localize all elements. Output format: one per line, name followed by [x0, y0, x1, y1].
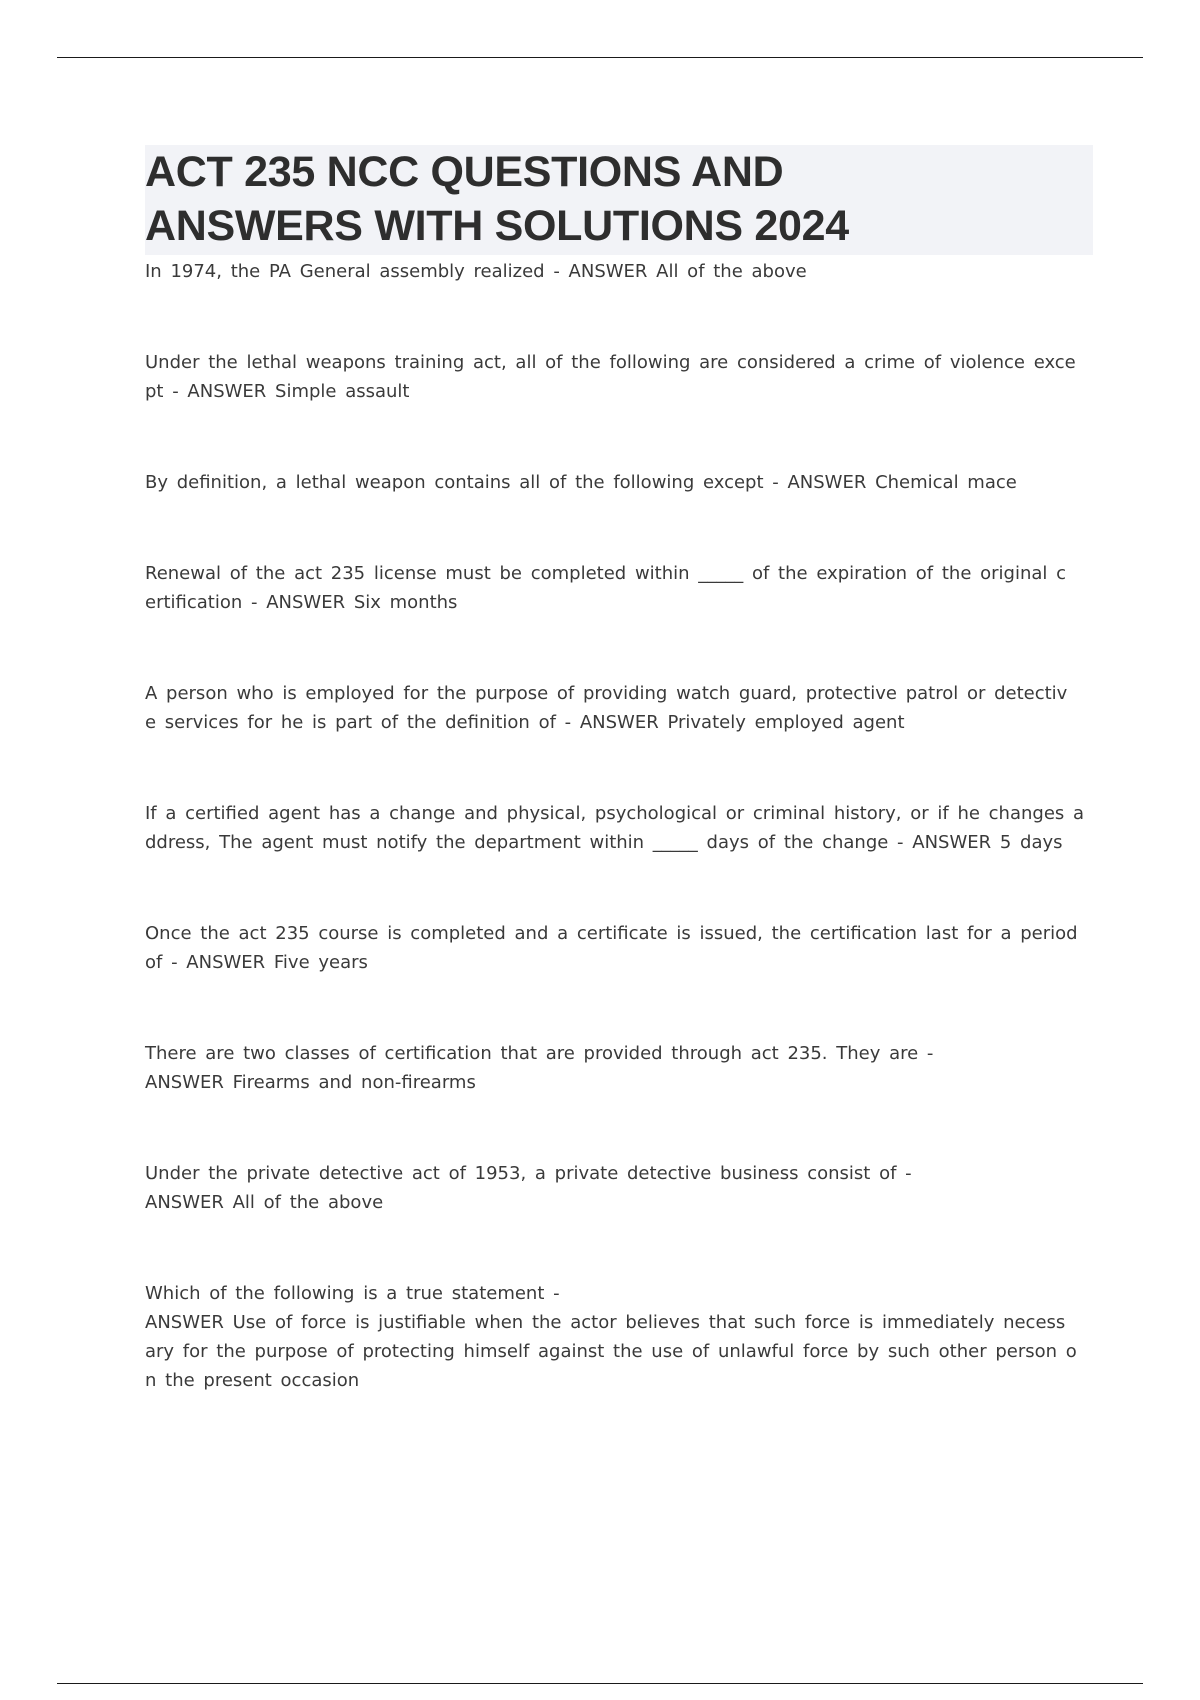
qa-item: If a certified agent has a change and physical, psychological or criminal history, or if he changes a ddress, The agent must notify the department within _____ days of the change - ANSWER 5 days [145, 803, 1085, 853]
qa-item: Under the private detective act of 1953, a private detective business consist of - ANSWER All of the above [145, 1163, 912, 1213]
page-title [145, 145, 1089, 253]
qa-item: In 1974, the PA General assembly realized - ANSWER All of the above [145, 261, 807, 282]
qa-item: Under the lethal weapons training act, all of the following are considered a crime of violence exce pt - ANSWER Simple assault [145, 352, 1076, 402]
title-line-2: ANSWERS WITH SOLUTIONS 2024 [145, 202, 849, 250]
title-banner [145, 145, 1093, 255]
qa-item: By definition, a lethal weapon contains all of the following except - ANSWER Chemical mace [145, 472, 1017, 493]
bottom-rule [57, 1683, 1143, 1684]
qa-list [145, 257, 1093, 1395]
qa-item: A person who is employed for the purpose of providing watch guard, protective patrol or detectiv e services for he is part of the definition of - ANSWER Privately employed agent [145, 683, 1068, 733]
top-rule [57, 57, 1143, 58]
document-body [145, 145, 1093, 1395]
qa-item: Renewal of the act 235 license must be completed within _____ of the expiration of the original c ertification - ANSWER Six months [145, 563, 1067, 613]
qa-item: Which of the following is a true statement - ANSWER Use of force is justifiable when the actor believes that such force is immediately necess ary for the purpose of protecting himself against the use of unlawful force by such other person o n the present occasion [145, 1283, 1077, 1391]
qa-item: Once the act 235 course is completed and a certificate is issued, the certification last for a period of - ANSWER Five years [145, 923, 1078, 973]
qa-item: There are two classes of certification that are provided through act 235. They are - ANSWER Firearms and non-firearms [145, 1043, 934, 1093]
title-line-1: ACT 235 NCC QUESTIONS AND [145, 148, 784, 196]
